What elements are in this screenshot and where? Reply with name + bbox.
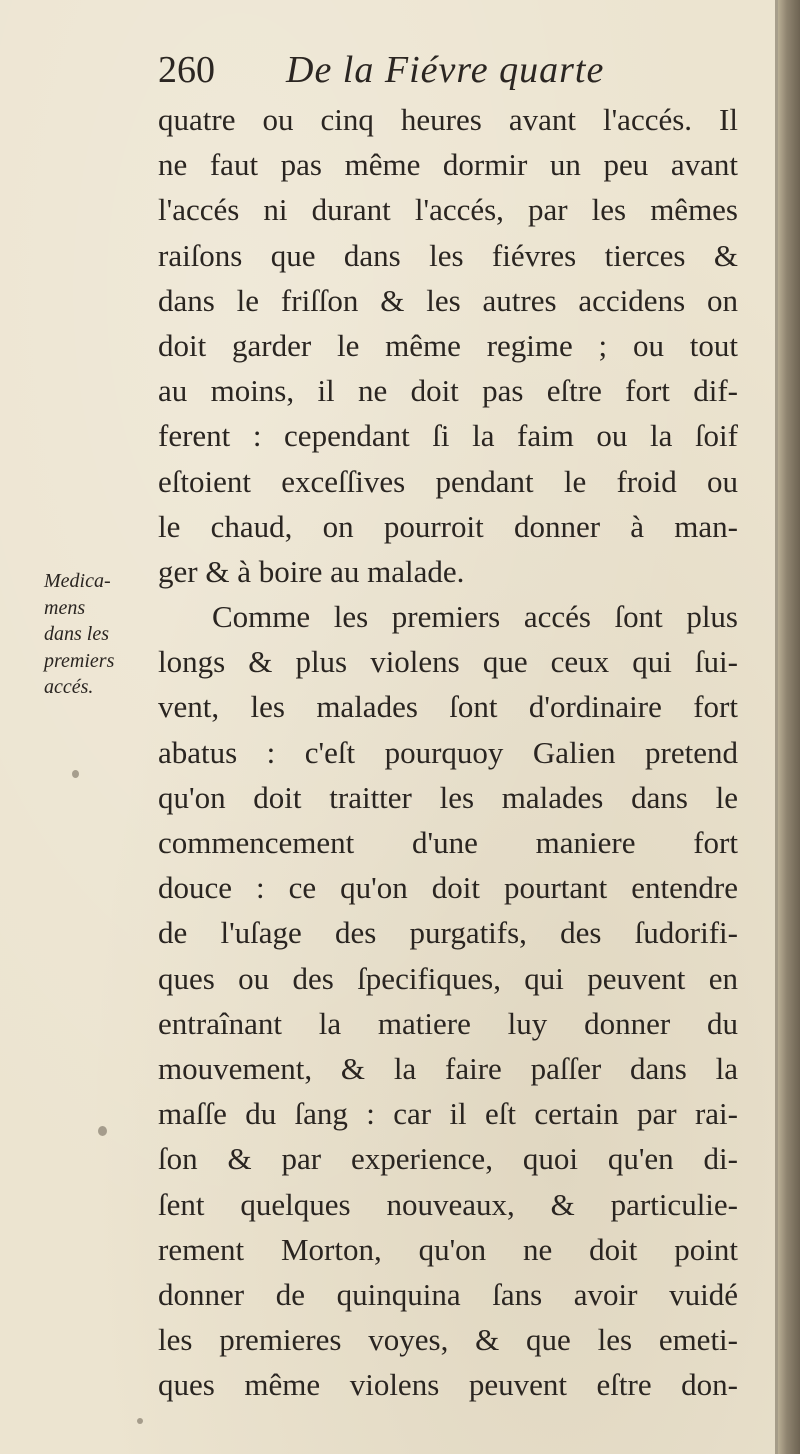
text-line: longs & plus violens que ceux qui ſui-	[158, 644, 738, 680]
text-line: quatre ou cinq heures avant l'accés. Il	[158, 102, 738, 137]
text-line: raiſons que dans les fiévres tierces &	[158, 237, 738, 273]
binding-gutter	[778, 0, 800, 1454]
text-line: de l'uſage des purgatifs, des ſudorifi-	[158, 915, 738, 951]
margin-note	[44, 568, 154, 701]
margin-note-line: premiers	[44, 649, 115, 672]
paragraph-start-line: Comme les premiers accés ſont plus	[212, 599, 738, 635]
text-line: dans le friſſon & les autres accidens on	[158, 282, 738, 318]
text-line: rement Morton, qu'on ne doit point	[158, 1231, 738, 1267]
page-header	[158, 45, 678, 95]
text-line: maſſe du ſang : car il eſt certain par rai-	[158, 1096, 738, 1132]
text-line: eſtoient exceſſives pendant le froid ou	[158, 463, 738, 499]
text-line: les premieres voyes, & que les emeti-	[158, 1322, 738, 1358]
text-line: vent, les malades ſont d'ordinaire fort	[158, 689, 738, 725]
body-text	[158, 97, 738, 1407]
ink-spot	[98, 1126, 107, 1136]
text-line: ger & à boire au malade.	[158, 553, 465, 589]
text-line: le chaud, on pourroit donner à man-	[158, 508, 738, 544]
text-line: ſent quelques nouveaux, & particulie-	[158, 1186, 738, 1222]
text-line: entraînant la matiere luy donner du	[158, 1005, 738, 1041]
text-line: ques ou des ſpecifiques, qui peuvent en	[158, 960, 738, 996]
text-line: qu'on doit traitter les malades dans le	[158, 779, 738, 815]
ink-spot	[72, 770, 79, 778]
text-line: commencement d'une maniere fort	[158, 825, 738, 860]
text-line: abatus : c'eſt pourquoy Galien pretend	[158, 734, 738, 770]
text-line: donner de quinquina ſans avoir vuidé	[158, 1276, 738, 1312]
ink-spot	[137, 1418, 143, 1424]
margin-note-line: accés.	[44, 676, 94, 698]
margin-note-line: Medica-	[44, 570, 111, 592]
text-line: ſon & par experience, quoi qu'en di-	[158, 1141, 738, 1177]
text-line: doit garder le même regime ; ou tout	[158, 327, 738, 363]
text-line: douce : ce qu'on doit pourtant entendre	[158, 870, 738, 906]
margin-note-line: dans les	[44, 623, 109, 645]
running-head: De la Fiévre quarte	[286, 49, 605, 91]
text-line: ques même violens peuvent eſtre don-	[158, 1367, 738, 1403]
text-line: ne faut pas même dormir un peu avant	[158, 147, 738, 183]
text-line: mouvement, & la faire paſſer dans la	[158, 1050, 738, 1086]
text-line: l'accés ni durant l'accés, par les mêmes	[158, 192, 738, 228]
text-line: ferent : cependant ſi la faim ou la ſoif	[158, 418, 738, 454]
text-line: au moins, il ne doit pas eſtre fort dif-	[158, 373, 738, 409]
page-number: 260	[158, 49, 215, 91]
margin-note-line: mens	[44, 596, 86, 619]
